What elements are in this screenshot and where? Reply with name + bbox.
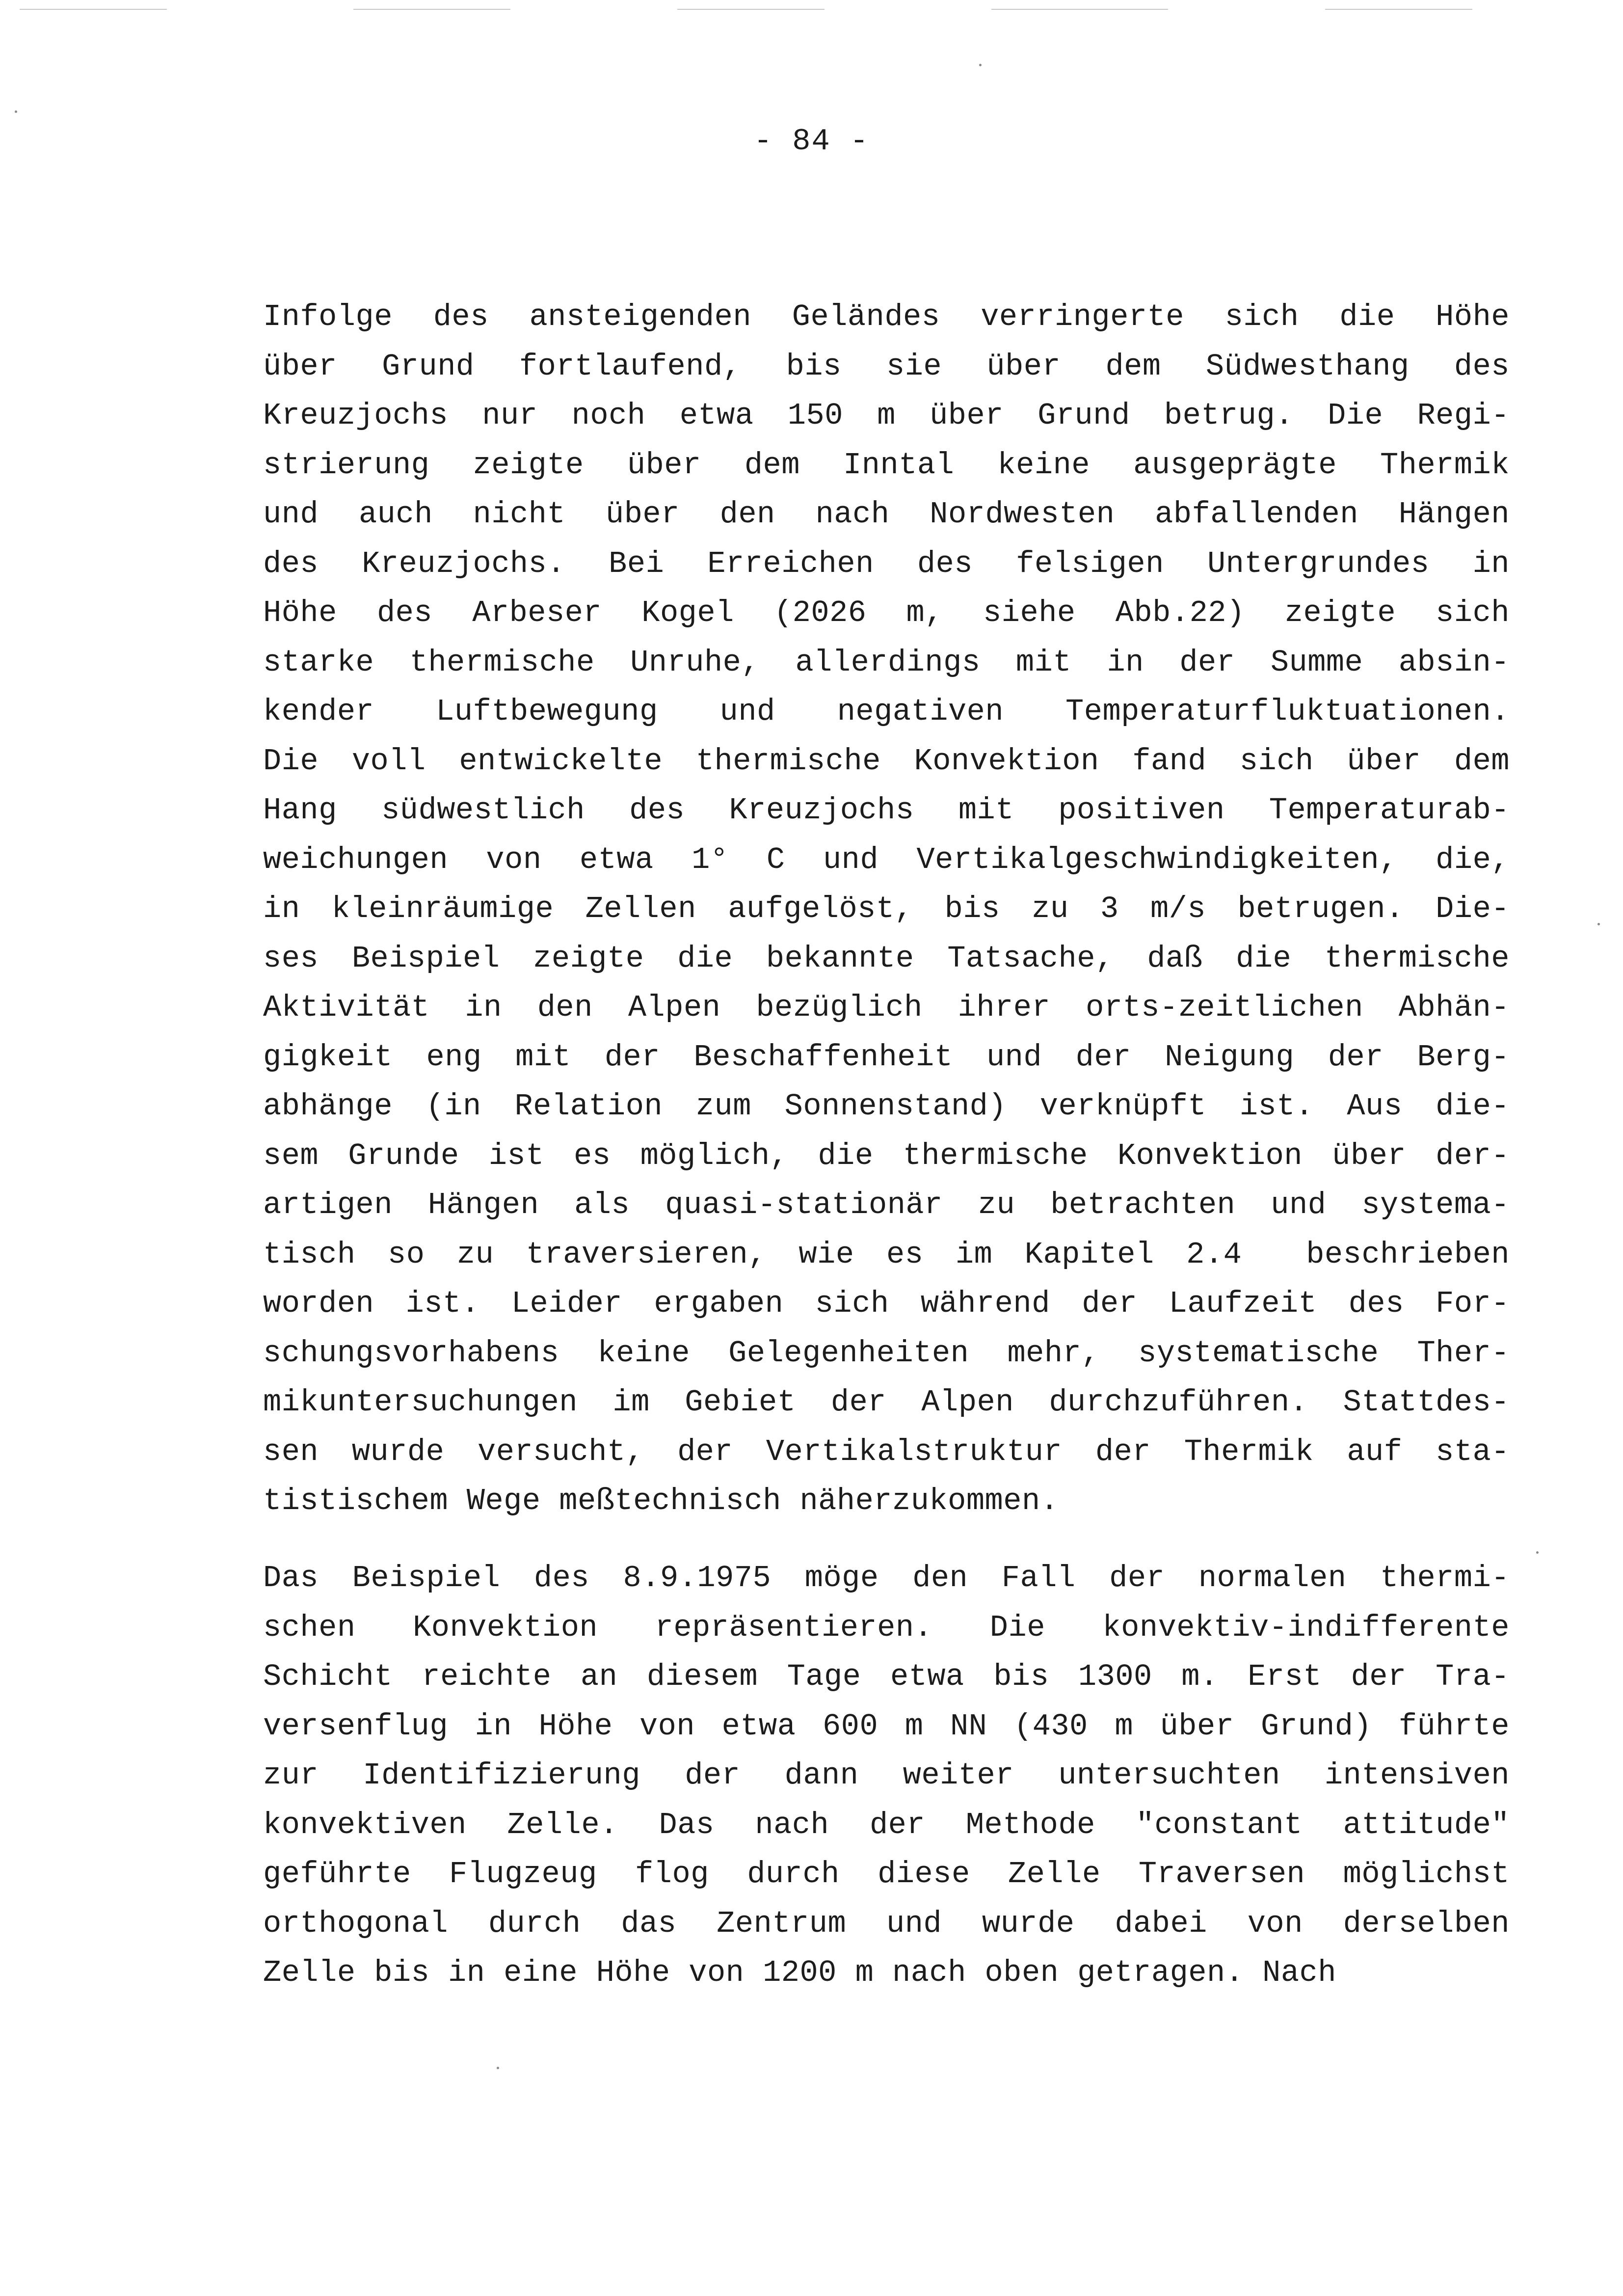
- scan-edge-mark: [20, 9, 167, 10]
- text-line: kender Luftbewegung und negativen Temperaturfluktuationen.: [263, 694, 1510, 729]
- scan-edge-mark: [677, 9, 825, 10]
- text-line: schen Konvektion repräsentieren. Die konvektiv-indifferente: [263, 1610, 1510, 1645]
- text-line: worden ist. Leider ergaben sich während der Laufzeit des For-: [263, 1286, 1510, 1321]
- scan-edge-mark: [991, 9, 1168, 10]
- text-line: konvektiven Zelle. Das nach der Methode "constant attitude": [263, 1807, 1510, 1842]
- scan-edge-mark: [1325, 9, 1472, 10]
- text-line: Infolge des ansteigenden Geländes verringerte sich die Höhe: [263, 299, 1510, 334]
- text-line: und auch nicht über den nach Nordwesten abfallenden Hängen: [263, 497, 1510, 532]
- text-line: tistischem Wege meßtechnisch näherzukommen.: [263, 1484, 1059, 1518]
- text-line: orthogonal durch das Zentrum und wurde dabei von derselben: [263, 1906, 1510, 1941]
- text-line: gigkeit eng mit der Beschaffenheit und der Neigung der Berg-: [263, 1039, 1510, 1075]
- text-line: starke thermische Unruhe, allerdings mit in der Summe absin-: [263, 645, 1510, 680]
- text-line: Schicht reichte an diesem Tage etwa bis 1300 m. Erst der Tra-: [263, 1659, 1510, 1694]
- text-line: tisch so zu traversieren, wie es im Kapitel 2.4 beschrieben: [263, 1237, 1510, 1272]
- text-line: strierung zeigte über dem Inntal keine ausgeprägte Thermik: [263, 447, 1510, 483]
- text-line: versenflug in Höhe von etwa 600 m NN (430 m über Grund) führte: [263, 1708, 1510, 1744]
- text-line: weichungen von etwa 1° C und Vertikalgeschwindigkeiten, die,: [263, 842, 1510, 877]
- page-number: - 84 -: [753, 124, 870, 159]
- text-line: sem Grunde ist es möglich, die thermische Konvektion über der-: [263, 1138, 1510, 1173]
- scan-speck: [15, 110, 17, 113]
- paragraph-1: [263, 293, 1510, 1526]
- text-line: über Grund fortlaufend, bis sie über dem Südwesthang des: [263, 349, 1510, 384]
- text-line: in kleinräumige Zellen aufgelöst, bis zu 3 m/s betrugen. Die-: [263, 891, 1510, 926]
- text-line: sen wurde versucht, der Vertikalstruktur der Thermik auf sta-: [263, 1434, 1510, 1469]
- text-line: mikuntersuchungen im Gebiet der Alpen durchzuführen. Stattdes-: [263, 1385, 1510, 1420]
- text-line: Die voll entwickelte thermische Konvektion fand sich über dem: [263, 743, 1510, 779]
- text-line: schungsvorhabens keine Gelegenheiten mehr, systematische Ther-: [263, 1335, 1510, 1371]
- text-line: artigen Hängen als quasi-stationär zu betrachten und systema-: [263, 1188, 1510, 1222]
- scan-edge-mark: [353, 9, 510, 10]
- text-line: geführte Flugzeug flog durch diese Zelle Traversen möglichst: [263, 1857, 1510, 1891]
- text-line: Aktivität in den Alpen bezüglich ihrer orts-zeitlichen Abhän-: [263, 990, 1510, 1025]
- text-line: abhänge (in Relation zum Sonnenstand) verknüpft ist. Aus die-: [263, 1089, 1510, 1124]
- text-line: des Kreuzjochs. Bei Erreichen des felsigen Untergrundes in: [263, 546, 1510, 581]
- text-line: Hang südwestlich des Kreuzjochs mit positiven Temperaturab-: [263, 793, 1510, 828]
- scan-speck: [1597, 923, 1600, 925]
- paragraph-2: [263, 1554, 1510, 1998]
- text-line: zur Identifizierung der dann weiter untersuchten intensiven: [263, 1758, 1510, 1793]
- text-line: Das Beispiel des 8.9.1975 möge den Fall der normalen thermi-: [263, 1561, 1510, 1595]
- text-line: Kreuzjochs nur noch etwa 150 m über Grund betrug. Die Regi-: [263, 398, 1510, 433]
- scan-speck: [1536, 1551, 1539, 1554]
- text-line: Zelle bis in eine Höhe von 1200 m nach oben getragen. Nach: [263, 1955, 1336, 1990]
- scan-speck: [979, 64, 982, 66]
- text-line: Höhe des Arbeser Kogel (2026 m, siehe Abb.22) zeigte sich: [263, 595, 1510, 630]
- scan-speck: [497, 2067, 499, 2069]
- text-line: ses Beispiel zeigte die bekannte Tatsache, daß die thermische: [263, 941, 1510, 976]
